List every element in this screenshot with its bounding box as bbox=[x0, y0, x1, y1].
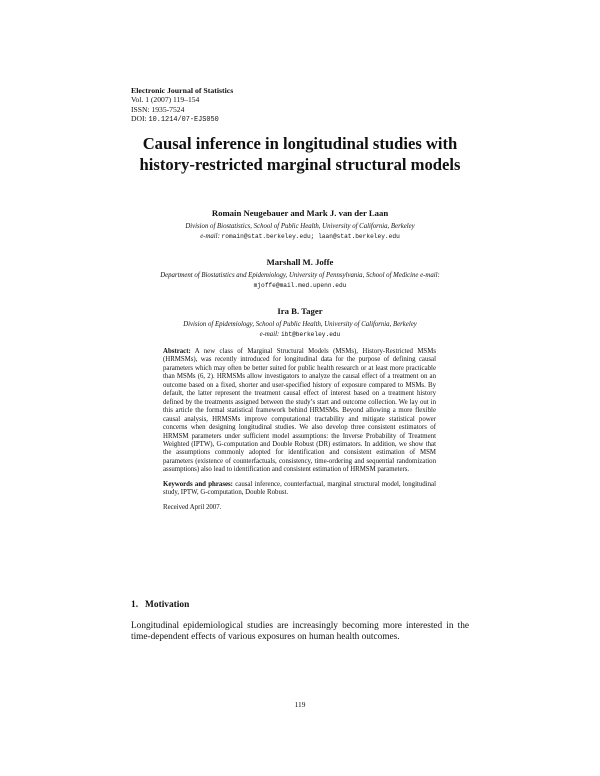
abstract-paragraph bbox=[163, 348, 436, 475]
affiliation-text: Division of Epidemiology, School of Public Health, University of California, Berkeley bbox=[183, 321, 417, 328]
email-label: e-mail: bbox=[259, 330, 280, 338]
keywords-text: causal inference, counterfactual, marginal structural model, longitudinal study, IPTW, G-computation, Double Robust. bbox=[163, 480, 436, 497]
section-number: 1. bbox=[131, 600, 139, 610]
journal-issn: ISSN: 1935-7524 bbox=[131, 104, 185, 114]
section-title: Motivation bbox=[145, 600, 190, 610]
author-affiliation bbox=[131, 271, 469, 290]
doi-label: DOI: bbox=[131, 113, 147, 123]
affiliation-text: Department of Biostatistics and Epidemiology, University of Pennsylvania, School of Medicine bbox=[160, 272, 419, 279]
author-names: Marshall M. Joffe bbox=[266, 257, 334, 267]
author-affiliation bbox=[131, 222, 469, 241]
journal-volume: Vol. 1 (2007) 119–154 bbox=[131, 95, 200, 105]
abstract-text: A new class of Marginal Structural Models (MSMs), History-Restricted MSMs (HRMSMs), was recently introduced for longitudinal data for the purpose of defining causal parameters which may often be better suited for public health research or at least more practicable than MSMs (6, 2). HRMSMs allow investigators to analyze the causal effect of a treatment on an outcome based on a fixed, shorter and user-specified history of exposure compared to MSMs. By default, the latter represent the treatment causal effect of interest based on a treatment history defined by the treatments assigned between the study’s start and outcome collection. We lay out in this article the formal statistical framework behind HRMSMs. Beyond allowing a more flexible causal analysis, HRMSMs improve computational tractability and mitigate statistical power concerns when designing longitudinal studies. We also develop three consistent estimators of HRMSM parameters under sufficient model assumptions: the Inverse Probability of Treatment Weighted (IPTW), G-computation and Double Robust (DR) estimators. In addition, we show that the assumptions commonly adopted for identification and consistent estimation of MSM parameters (existence of counterfactuals, consistency, time-ordering and sequential randomization assumptions) also lead to identification and consistent estimation of HRMSM parameters. bbox=[163, 348, 436, 474]
author-names: Ira B. Tager bbox=[277, 306, 323, 316]
journal-doi-line bbox=[131, 114, 233, 125]
keywords-label: Keywords and phrases: bbox=[163, 480, 233, 488]
author-email[interactable]: ibt@berkeley.edu bbox=[280, 330, 341, 338]
author-email[interactable]: mjoffe@mail.med.upenn.edu bbox=[253, 281, 347, 289]
page-number: 119 bbox=[294, 700, 306, 709]
author-email[interactable]: romain@stat.berkeley.edu; laan@stat.berkeley.edu bbox=[221, 232, 400, 240]
author-block-2 bbox=[131, 257, 469, 290]
author-names: Romain Neugebauer and Mark J. van der Laan bbox=[211, 208, 389, 218]
email-label: e-mail: bbox=[420, 272, 440, 279]
affiliation-text: Division of Biostatistics, School of Public Health, University of California, Berkeley bbox=[185, 223, 415, 230]
author-affiliation bbox=[131, 320, 469, 339]
abstract-section bbox=[163, 348, 436, 512]
author-block-3 bbox=[131, 306, 469, 339]
email-label: e-mail: bbox=[200, 232, 220, 240]
journal-header bbox=[131, 86, 233, 125]
paper-title: Causal inference in longitudinal studies with history-restricted marginal structural models bbox=[139, 134, 461, 174]
journal-name: Electronic Journal of Statistics bbox=[131, 86, 234, 95]
section-heading bbox=[131, 600, 196, 610]
doi-link[interactable]: 10.1214/07-EJS050 bbox=[148, 115, 219, 124]
received-date: Received April 2007. bbox=[163, 503, 222, 511]
abstract-label: Abstract: bbox=[163, 348, 191, 355]
section-body: Longitudinal epidemiological studies are increasingly becoming more interested in the time-dependent effects of various exposures on human health outcomes. bbox=[131, 621, 469, 643]
keywords-paragraph bbox=[163, 481, 436, 498]
author-block-1 bbox=[131, 208, 469, 241]
